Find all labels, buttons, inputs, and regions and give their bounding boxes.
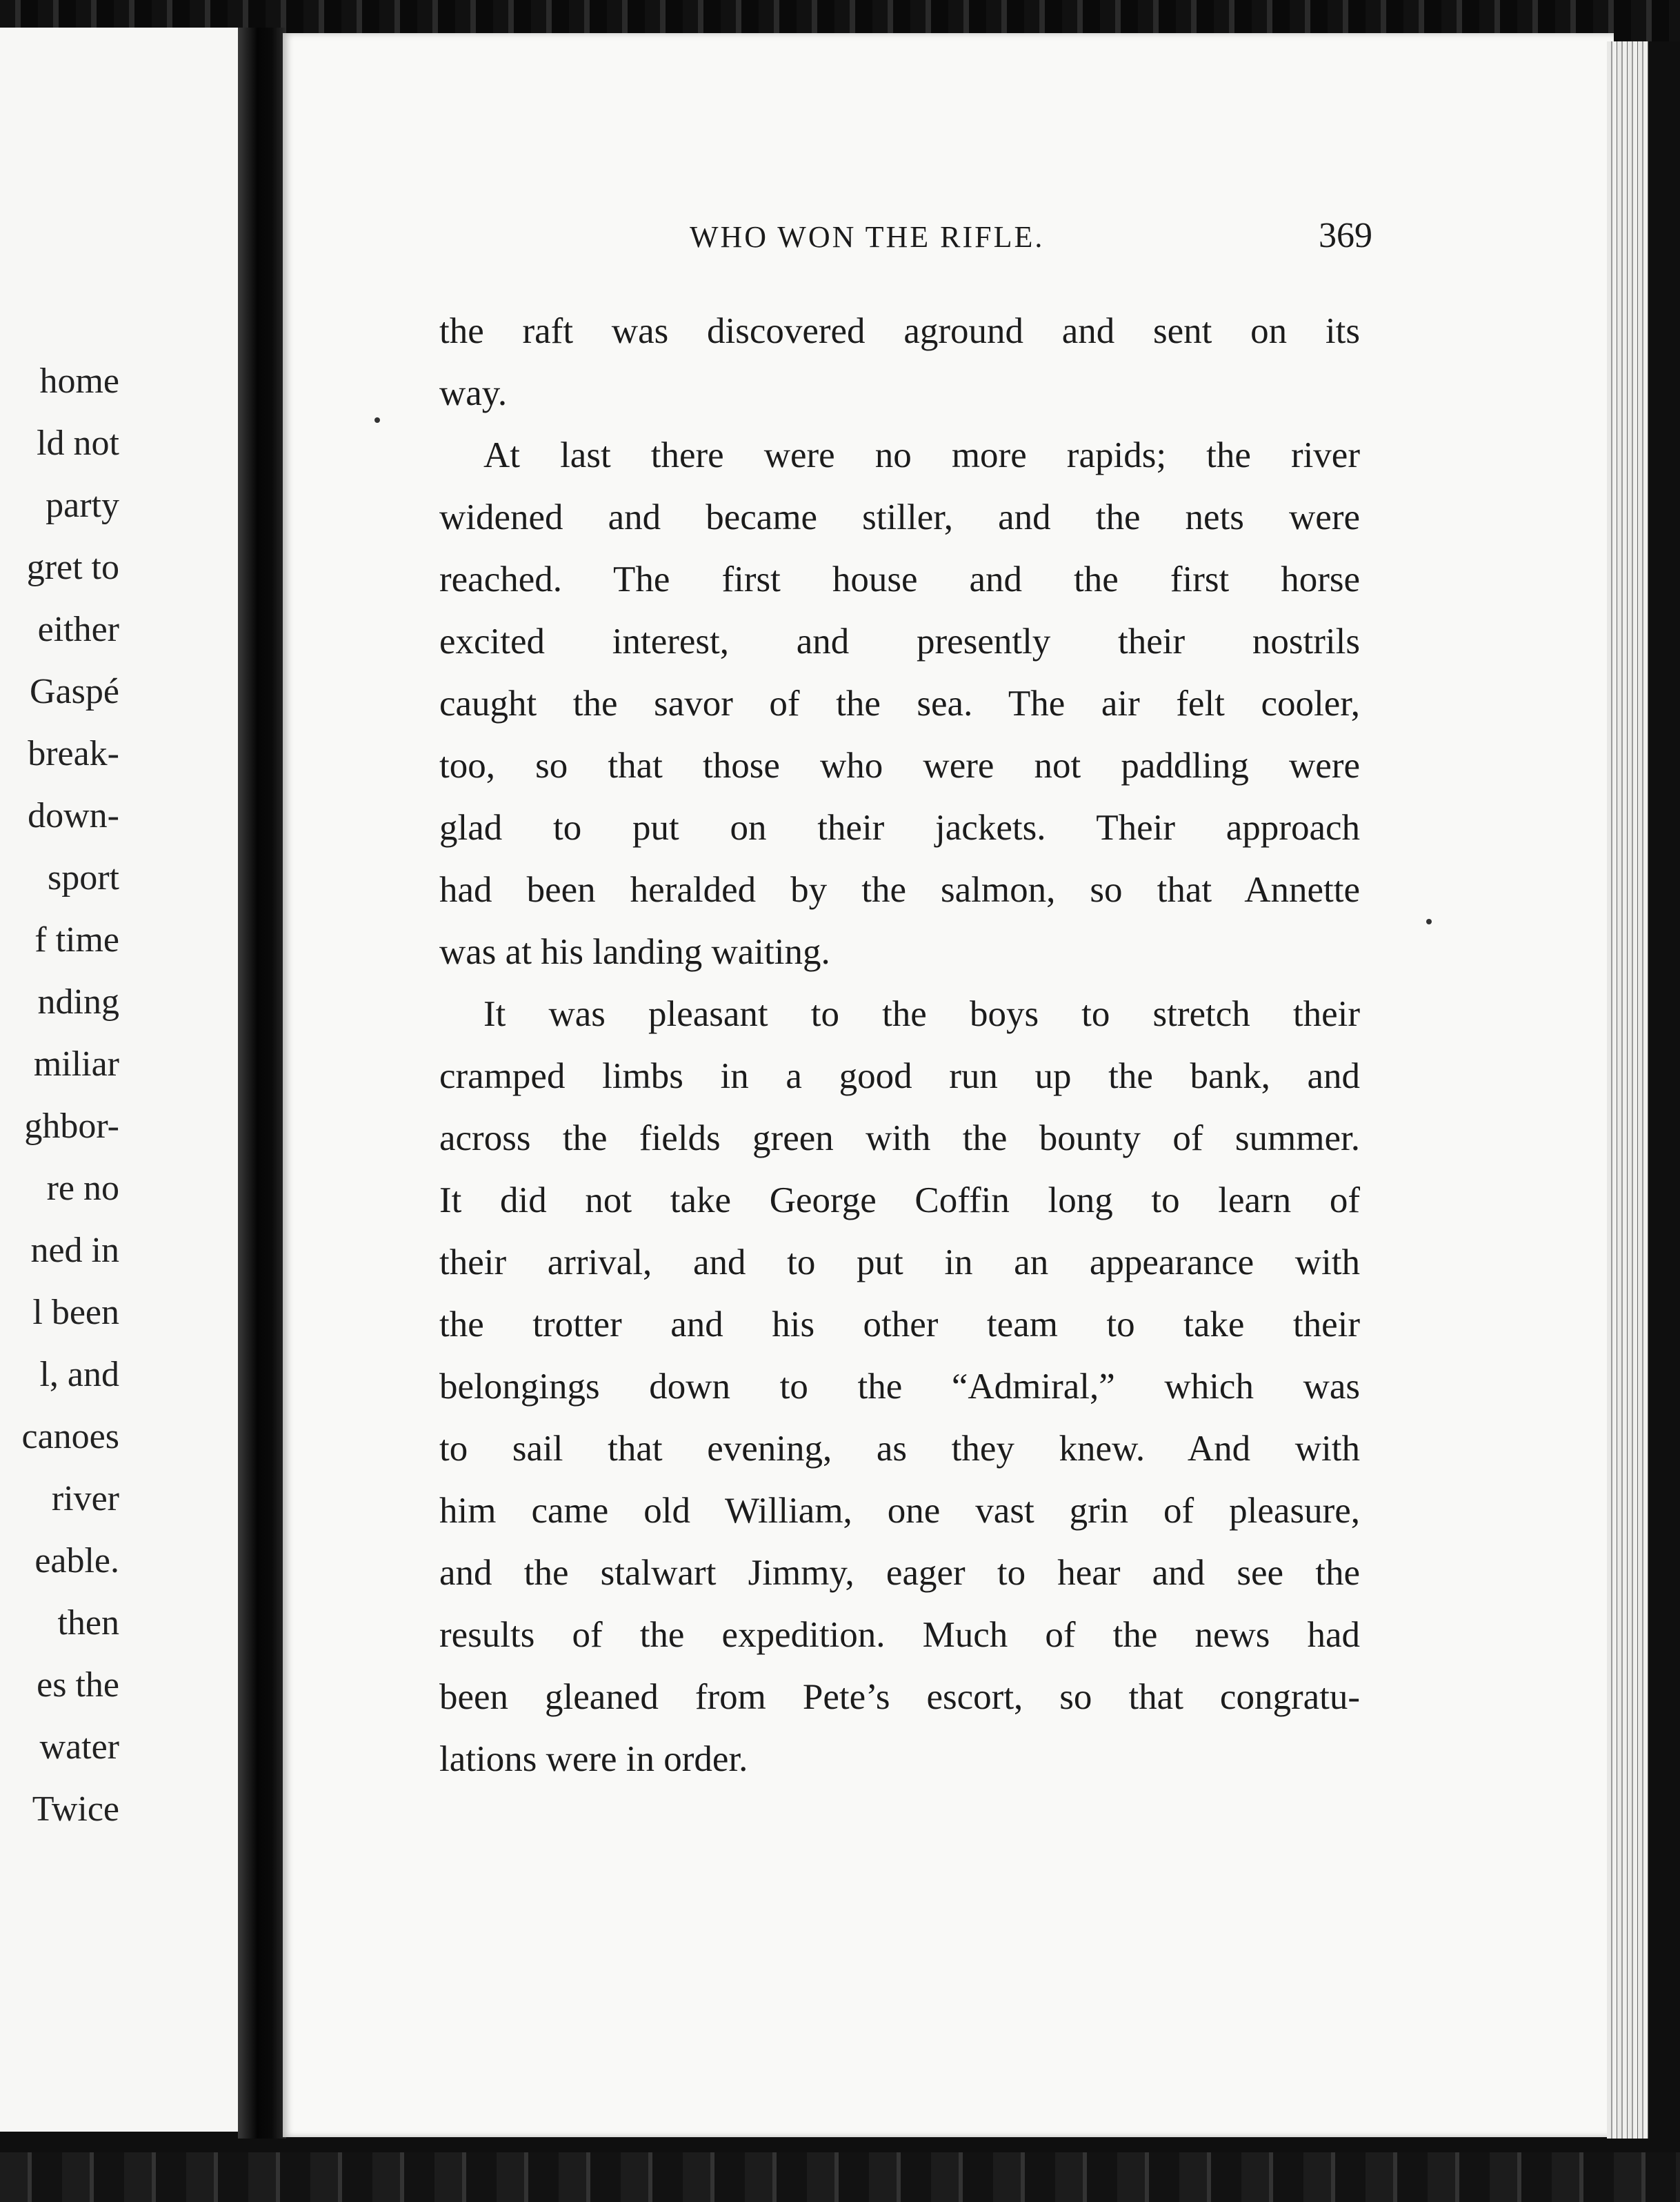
left-line: Twice (32, 1789, 119, 1829)
left-line: es the (37, 1665, 119, 1705)
left-line: either (37, 610, 119, 649)
page-number: 369 (1319, 216, 1372, 255)
left-line: ghbor- (24, 1107, 119, 1146)
left-line: sport (48, 858, 119, 897)
left-line: eable. (34, 1541, 119, 1580)
facing-page-text (0, 350, 119, 1841)
left-line: l, and (39, 1355, 119, 1394)
left-line: miliar (33, 1044, 119, 1084)
ink-speck (374, 417, 380, 423)
running-head: WHO WON THE RIFLE. (690, 220, 1045, 254)
left-line: then (57, 1603, 119, 1643)
left-line: canoes (21, 1417, 119, 1456)
text-line: way. (439, 373, 508, 413)
left-line: ned in (30, 1231, 119, 1270)
text-line: too, so that those who were not paddling were (439, 746, 1360, 786)
left-line: break- (28, 734, 119, 773)
scanner-bottom-edge (0, 2152, 1680, 2202)
text-line: widened and became stiller, and the nets were (439, 497, 1360, 537)
left-line: home (39, 361, 119, 401)
text-line: across the fields green with the bounty of summer. (439, 1118, 1360, 1158)
text-line: reached. The first house and the first horse (439, 559, 1360, 599)
text-line: excited interest, and presently their nostrils (439, 622, 1360, 662)
left-line: river (51, 1479, 119, 1518)
text-line: to sail that evening, as they knew. And with (439, 1429, 1360, 1469)
left-line: f time (34, 920, 119, 960)
left-line: water (39, 1727, 119, 1767)
left-line: party (46, 486, 119, 525)
left-line: Gaspé (30, 672, 119, 711)
left-line: re no (46, 1169, 119, 1208)
facing-page-left (0, 28, 241, 2132)
text-line: was at his landing waiting. (439, 932, 830, 972)
left-line: down- (28, 796, 119, 835)
left-line: nding (37, 982, 119, 1022)
text-line: had been heralded by the salmon, so that Annette (439, 870, 1360, 910)
text-line: results of the expedition. Much of the news had (439, 1615, 1360, 1655)
text-line: At last there were no more rapids; the river (483, 435, 1360, 475)
left-line: ld not (37, 424, 119, 463)
text-line: and the stalwart Jimmy, eager to hear and see the (439, 1553, 1360, 1593)
text-line: their arrival, and to put in an appearance with (439, 1242, 1360, 1282)
text-line: belongings down to the “Admiral,” which was (439, 1367, 1360, 1407)
ink-speck (1426, 919, 1432, 924)
book-gutter (238, 28, 286, 2139)
text-line: It was pleasant to the boys to stretch their (483, 994, 1360, 1034)
text-line: the raft was discovered aground and sent on its (439, 311, 1360, 351)
text-line: been gleaned from Pete’s escort, so that congratu- (439, 1677, 1360, 1717)
text-line: glad to put on their jackets. Their approach (439, 808, 1360, 848)
page-edge-stack (1607, 41, 1648, 2139)
text-line: him came old William, one vast grin of pleasure, (439, 1491, 1360, 1531)
body-text (439, 300, 1360, 1790)
text-line: the trotter and his other team to take their (439, 1305, 1360, 1345)
left-line: gret to (26, 548, 119, 587)
left-line: l been (32, 1293, 119, 1332)
text-line: It did not take George Coffin long to learn of (439, 1180, 1360, 1220)
text-line: caught the savor of the sea. The air felt cooler, (439, 684, 1360, 724)
text-line: cramped limbs in a good run up the bank, and (439, 1056, 1360, 1096)
text-line: lations were in order. (439, 1739, 748, 1779)
